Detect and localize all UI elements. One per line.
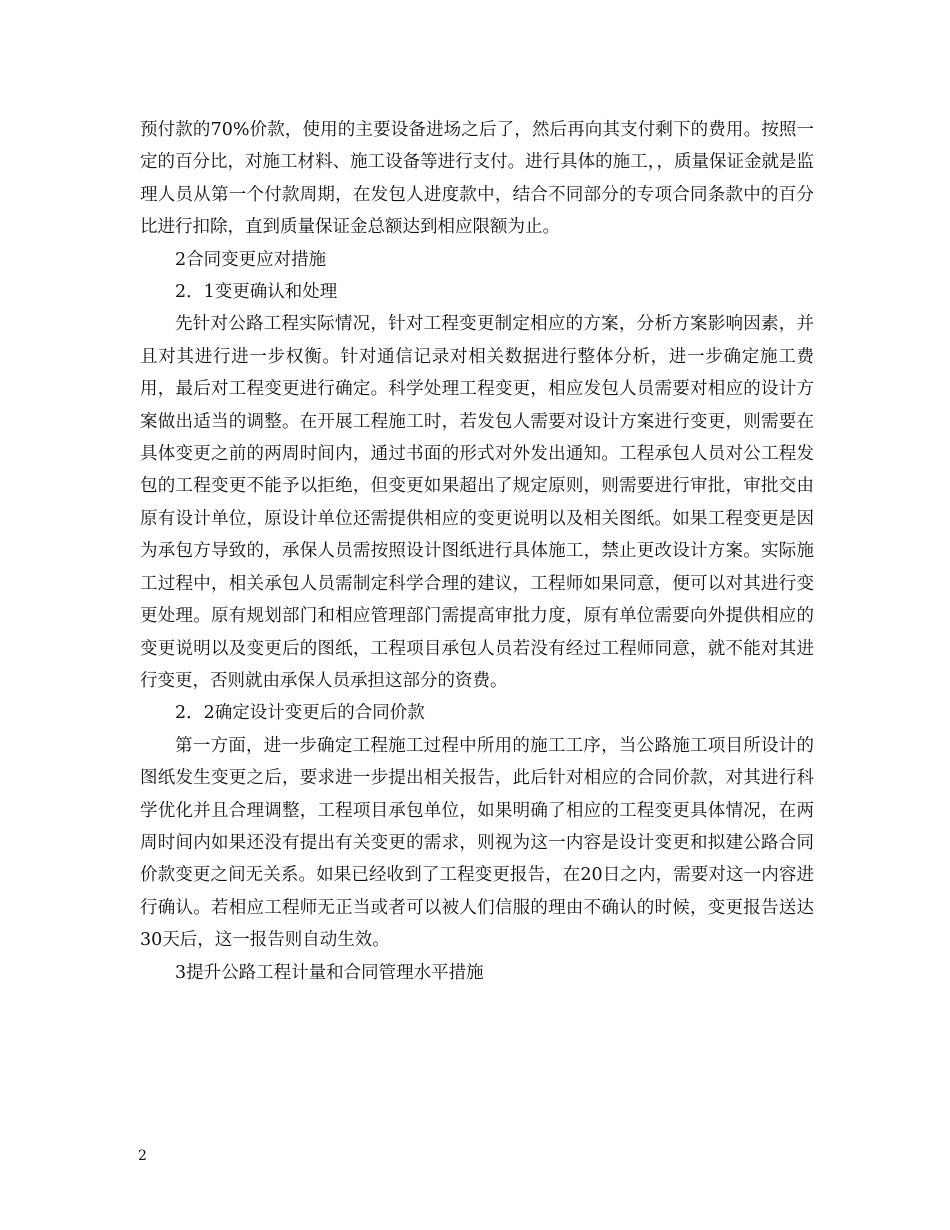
subsection-heading-change-confirmation: 2．1变更确认和处理 <box>175 282 338 303</box>
paragraph-change-handling: 先针对公路工程实际情况，针对工程变更制定相应的方案，分析方案影响因素，并且对其进行进一步权衡。针对通信记录对相关数据进行整体分析，进一步确定施工费用，最后对工程变更进行确定。科学处理工程变更，相应发包人员需要对相应的设计方案做出适当的调整。在开展工程施工时，若发包人需要对设计方案进行变更，则需要在具体变更之前的两周时间内，通过书面的形式对外发出通知。工程承包人员对公工程发包的工程变更不能予以拒绝，但变更如果超出了规定原则，则需要进行审批，审批交由原有设计单位，原设计单位还需提供相应的变更说明以及相关图纸。如果工程变更是因为承包方导致的，承保人员需按照设计图纸进行具体施工，禁止更改设计方案。实际施工过程中，相关承包人员需制定科学合理的建议，工程师如果同意，便可以对其进行变更处理。原有规划部门和相应管理部门需提高审批力度，原有单位需要向外提供相应的变更说明以及变更后的图纸，工程项目承包人员若没有经过工程师同意，就不能对其进行变更，否则就由承保人员承担这部分的资费。 <box>140 314 814 691</box>
section-heading-improvement-measures: 3提升公路工程计量和合同管理水平措施 <box>175 962 484 983</box>
document-body <box>140 114 814 989</box>
subsection-heading-contract-price: 2．2确定设计变更后的合同价款 <box>175 703 425 724</box>
page-number: 2 <box>138 1148 147 1164</box>
paragraph-payment-terms: 预付款的70%价款，使用的主要设备进场之后了，然后再向其支付剩下的费用。按照一定的百分比，对施工材料、施工设备等进行支付。进行具体的施工，，质量保证金就是监理人员从第一个付款周期，在发包人进度款中，结合不同部分的专项合同条款中的百分比进行扣除，直到质量保证金总额达到相应限额为止。 <box>140 120 814 238</box>
paragraph-contract-price: 第一方面，进一步确定工程施工过程中所用的施工工序，当公路施工项目所设计的图纸发生变更之后，要求进一步提出相关报告，此后针对相应的合同价款，对其进行科学优化并且合理调整，工程项目承包单位，如果明确了相应的工程变更具体情况，在两周时间内如果还没有提出有关变更的需求，则视为这一内容是设计变更和拟建公路合同价款变更之间无关系。如果已经收到了工程变更报告，在20日之内，需要对这一内容进行确认。若相应工程师无正当或者可以被人们信服的理由不确认的时候，变更报告送达30天后，这一报告则自动生效。 <box>140 735 814 951</box>
section-heading-contract-change: 2合同变更应对措施 <box>175 249 327 270</box>
